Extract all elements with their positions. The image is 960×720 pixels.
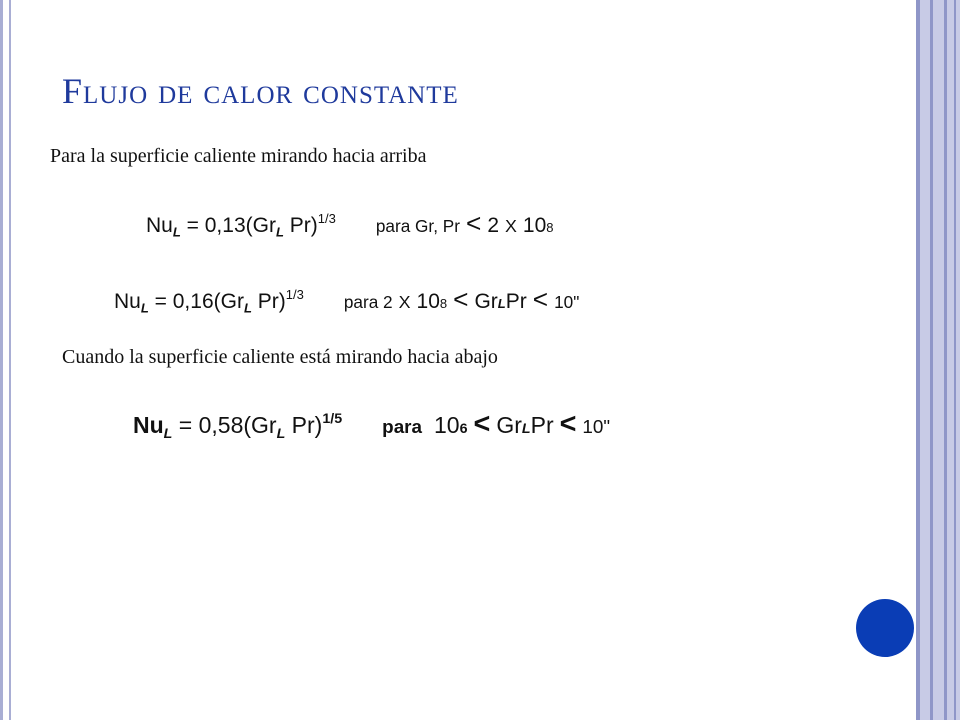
eq2-less-than-2: <: [532, 284, 549, 314]
eq1-sub: L: [172, 224, 181, 240]
eq2-exp: 1/3: [285, 286, 304, 302]
eq2-rhs: = 0,16(Gr: [148, 290, 244, 313]
right-stripe: [954, 0, 956, 720]
eq3-exp: 1/5: [322, 411, 343, 428]
eq1-rhs2: Pr): [283, 214, 318, 237]
eq3-pr: Pr: [530, 412, 554, 438]
eq2-nu: Nu: [114, 290, 141, 313]
eq3-sub: L: [163, 425, 173, 442]
eq2-sub3: L: [497, 296, 506, 311]
eq3-power: 6: [459, 421, 468, 437]
eq1-two: 2: [487, 214, 499, 237]
eq3-sub3: L: [521, 421, 531, 437]
eq3-rhs: = 0,58(Gr: [172, 412, 277, 438]
eq3-nu: Nu: [133, 412, 164, 438]
text-surface-down: Cuando la superficie caliente está mirando hacia abajo: [62, 346, 498, 368]
slide-title: Flujo de calor constante: [62, 71, 459, 111]
eq2-rhs2: Pr): [251, 290, 286, 313]
eq1-ten: 10: [522, 214, 547, 237]
right-stripe: [944, 0, 947, 720]
equation-2: [114, 286, 579, 316]
eq3-gr: Gr: [496, 412, 522, 438]
eq1-sub2: L: [275, 224, 284, 240]
eq2-sub2: L: [243, 300, 252, 316]
eq1-rhs: = 0,13(Gr: [180, 214, 276, 237]
eq2-times: X: [398, 292, 411, 312]
eq3-sub2: L: [276, 425, 286, 442]
right-stripe: [916, 0, 920, 720]
eq2-end: 10": [554, 292, 580, 312]
eq1-times: X: [505, 216, 517, 236]
eq1-nu: Nu: [146, 214, 173, 237]
decorative-circle: [856, 599, 914, 657]
eq2-power: 8: [439, 296, 448, 311]
eq3-condition: para: [382, 416, 423, 437]
eq3-less-than-2: <: [559, 408, 577, 440]
eq3-less-than-1: <: [473, 408, 491, 440]
eq2-condition: para 2: [343, 292, 393, 312]
eq2-sub: L: [140, 300, 149, 316]
equation-3: [133, 410, 610, 442]
eq1-condition: para Gr, Pr: [375, 216, 460, 236]
eq2-less-than-1: <: [453, 284, 469, 314]
left-border-line-inner: [9, 0, 11, 720]
eq2-gr: Gr: [474, 290, 498, 313]
eq3-rhs2: Pr): [285, 412, 323, 438]
eq3-end: 10": [582, 416, 611, 437]
text-surface-up: Para la superficie caliente mirando hacia arriba: [50, 145, 427, 167]
eq2-ten: 10: [416, 290, 440, 313]
eq3-ten: 10: [434, 412, 460, 438]
eq1-less-than: <: [465, 208, 482, 238]
eq1-power: 8: [546, 220, 554, 235]
right-stripe: [930, 0, 933, 720]
left-border-line: [0, 0, 3, 720]
equation-1: [146, 210, 554, 240]
eq2-pr: Pr: [505, 290, 527, 313]
eq1-exp: 1/3: [317, 210, 336, 226]
